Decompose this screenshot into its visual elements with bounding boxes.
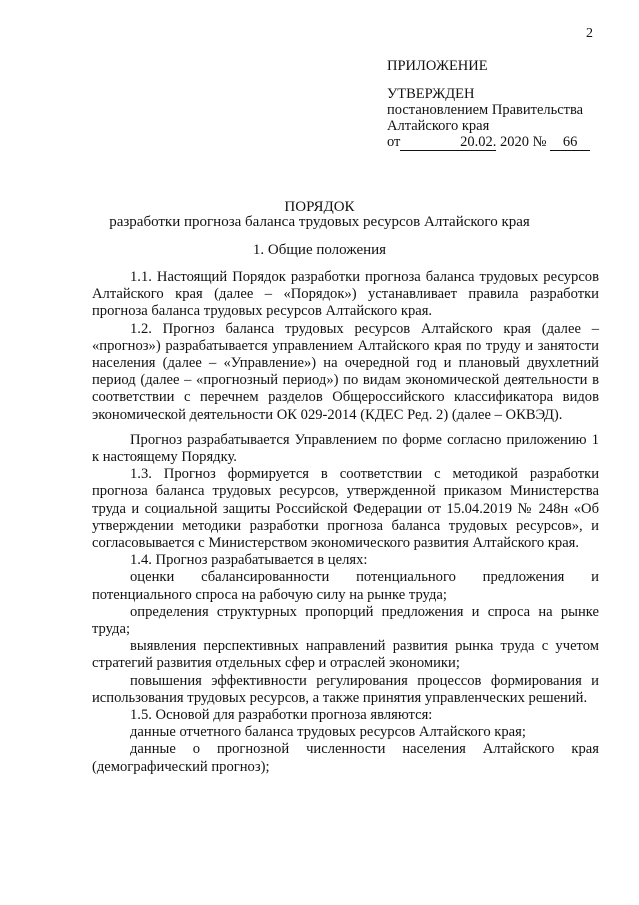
document-subtitle: разработки прогноза баланса трудовых ресурсов Алтайского края	[109, 214, 530, 230]
paragraph-1-1: 1.1. Настоящий Порядок разработки прогноза баланса трудовых ресурсов Алтайского края (далее – «Порядок») устанавливает правила разработки прогноза баланса трудовых ресурсов Алтайского края.	[92, 269, 599, 320]
paragraph-1-4: 1.4. Прогноз разрабатывается в целях:	[130, 552, 368, 569]
basis-item: данные отчетного баланса трудовых ресурсов Алтайского края;	[130, 724, 526, 741]
approval-block	[387, 58, 590, 151]
paragraph-form: Прогноз разрабатывается Управлением по форме согласно приложению 1 к настоящему Порядку.	[92, 431, 599, 466]
goal-item: выявления перспективных направлений развития рынка труда с учетом стратегий развития отдельных сфер и отраслей экономики;	[92, 638, 599, 672]
paragraph-1-2: 1.2. Прогноз баланса трудовых ресурсов Алтайского края (далее – «прогноз») разрабатывается управлением Алтайского края по труду и занятости населения (далее – «Управление») на очередной год и плановый двухлетний период (далее – «прогнозный период») по видам экономической деятельности в соответствии с перечнем разделов Общероссийского классификатора видов экономической деятельности ОК 029-2014 (КДЕС Ред. 2) (далее – ОКВЭД).	[92, 320, 599, 423]
paragraph-1-5: 1.5. Основой для разработки прогноза являются:	[130, 707, 433, 724]
approval-region: Алтайского края	[387, 118, 490, 134]
paragraph-1-3: 1.3. Прогноз формируется в соответствии с методикой разработки прогноза баланса трудовых ресурсов, утвержденной приказом Министерства труда и социальной защиты Российской Федерации от 15.04.2019 № 248н «Об утверждении методики разработки прогноза баланса трудовых ресурсов», и согласовывается с Министерством экономического развития Алтайского края.	[92, 466, 599, 552]
document-title: ПОРЯДОК	[284, 199, 355, 215]
approval-authority: постановлением Правительства	[387, 102, 584, 118]
from-prefix: от	[387, 134, 401, 150]
basis-item: данные о прогнозной численности населения Алтайского края (демографический прогноз);	[92, 741, 599, 775]
section-heading: 1. Общие положения	[252, 242, 387, 258]
approval-date: 20.02.	[400, 134, 496, 151]
goal-item: оценки сбалансированности потенциального предложения и потенциального спроса на рабочую силу на рынке труда;	[92, 569, 599, 603]
approval-number: 66	[550, 134, 590, 151]
goal-item: определения структурных пропорций предложения и спроса на рынке труда;	[92, 603, 599, 638]
approval-year: 2020 №	[500, 134, 547, 150]
page-number: 2	[586, 26, 593, 41]
approved-label: УТВЕРЖДЕН	[387, 86, 475, 102]
approval-date-line	[387, 134, 590, 151]
document-body	[92, 269, 599, 776]
appendix-label: ПРИЛОЖЕНИЕ	[387, 58, 488, 74]
goal-item: повышения эффективности регулирования процессов формирования и использования трудовых ресурсов, а также принятия управленческих решений.	[92, 672, 599, 706]
